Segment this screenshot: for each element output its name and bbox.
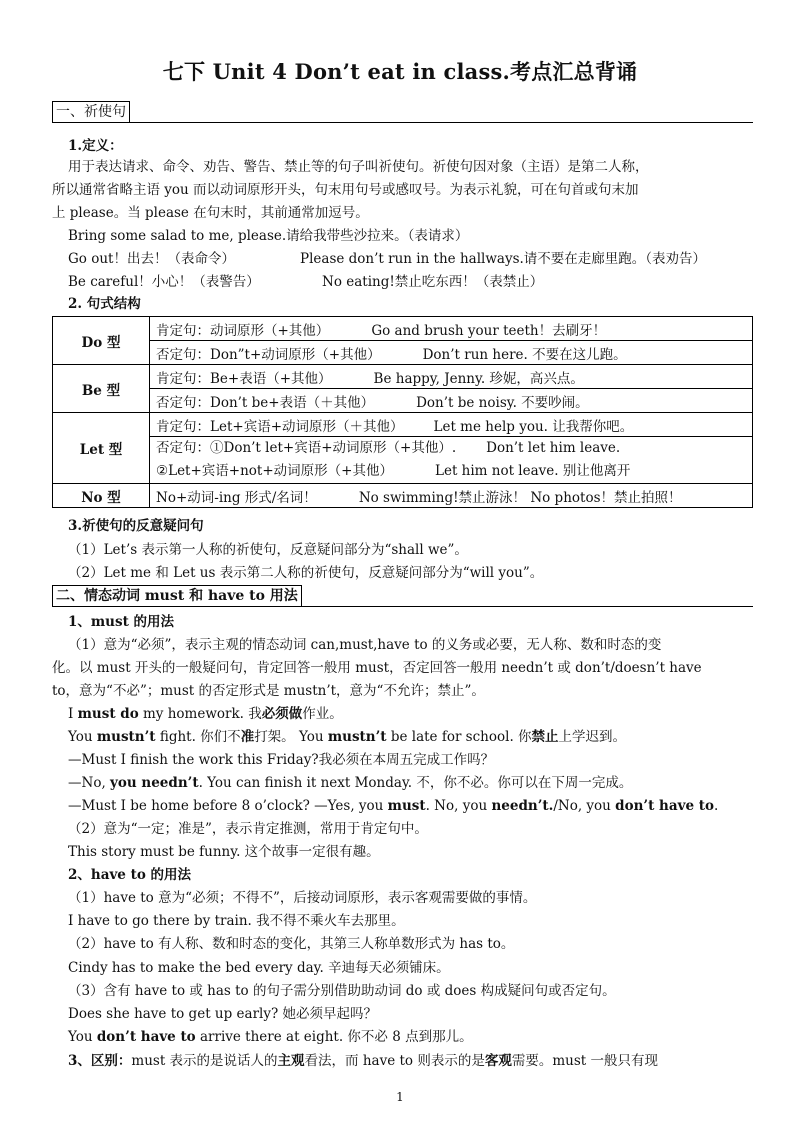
definition-heading: 1.定义： <box>68 138 123 154</box>
type-cell-let: Let 型 <box>53 413 150 484</box>
section-divider <box>52 122 753 123</box>
tag-question-heading: 3.祈使句的反意疑问句 <box>68 518 204 534</box>
must-example-3: —Must I finish the work this Friday?我必须在本周五完成工作吗？ <box>68 752 495 768</box>
table-row <box>53 413 753 437</box>
sentence-structure-table <box>52 316 753 508</box>
example-prohibition: No eating!禁止吃东西！（表禁止） <box>322 274 544 290</box>
table-cell: 肯定句：动词原形（+其他） Go and brush your teeth！去刷牙！ <box>150 317 753 341</box>
must-heading: 1、must 的用法 <box>68 614 175 630</box>
must-para-line-2: 化。以 must 开头的一般疑问句，肯定回答一般用 must，否定回答一般用 needn’t 或 don’t/doesn’t have <box>52 660 702 676</box>
type-cell-no: No 型 <box>53 484 150 508</box>
structure-heading: 2. 句式结构 <box>68 296 141 312</box>
section-heading-modal-verbs: 二、情态动词 must 和 have to 用法 <box>52 585 302 607</box>
have-to-example-2: Cindy has to make the bed every day. 辛迪每天必须铺床。 <box>68 960 450 976</box>
definition-line-2: 所以通常省略主语 you 而以动词原形开头，句末用句号或感叹号。为表示礼貌，可在句首或句末加 <box>52 182 639 198</box>
table-row <box>53 437 753 484</box>
must-example-2: You mustn’t fight. 你们不准打架。 You mustn’t be late for school. 你禁止上学迟到。 <box>68 729 627 745</box>
must-para-line-1: （1）意为“必须”，表示主观的情态动词 can,must,have to 的义务或必要，无人称、数和时态的变 <box>68 637 662 653</box>
have-to-example-3: Does she have to get up early? 她必须早起吗？ <box>68 1006 377 1022</box>
tag-question-1: （1）Let’s 表示第一人称的祈使句，反意疑问部分为“shall we”。 <box>68 542 468 558</box>
have-to-para-2: （2）have to 有人称、数和时态的变化，其第三人称单数形式为 has to。 <box>68 936 515 952</box>
table-cell: 肯定句：Let+宾语+动词原形（＋其他） Let me help you. 让我帮你吧。 <box>150 413 753 437</box>
must-example-1: I must do my homework. 我必须做作业。 <box>68 706 343 722</box>
type-cell-be: Be 型 <box>53 365 150 413</box>
tag-question-2: （2）Let me 和 Let us 表示第二人称的祈使句，反意疑问部分为“will you”。 <box>68 565 544 581</box>
have-to-heading: 2、have to 的用法 <box>68 867 192 883</box>
table-cell: 否定句：Don’t be+表语（＋其他） Don’t be noisy. 不要吵闹。 <box>150 389 753 413</box>
must-para-line-3: to，意为“不必”；must 的否定形式是 mustn’t，意为“不允许；禁止”。 <box>52 683 485 699</box>
difference-line: 3、区别：must 表示的是说话人的主观看法，而 have to 则表示的是客观需要。must 一般只有现 <box>68 1053 658 1069</box>
table-cell: 否定句：①Don’t let+宾语+动词原形（+其他）. Don’t let him leave. ②Let+宾语+not+动词原形（+其他） Let him not leave. 别让他离开 <box>150 437 753 484</box>
page-number: 1 <box>396 1090 404 1104</box>
have-to-para-3: （3）含有 have to 或 has to 的句子需分别借助助动词 do 或 does 构成疑问句或否定句。 <box>68 983 616 999</box>
definition-line-1: 用于表达请求、命令、劝告、警告、禁止等的句子叫祈使句。祈使句因对象（主语）是第二人称， <box>68 159 649 175</box>
example-warning: Be careful！小心！（表警告） <box>68 274 260 290</box>
have-to-example-1: I have to go there by train. 我不得不乘火车去那里。 <box>68 913 405 929</box>
have-to-para-1: （1）have to 意为“必须；不得不”，后接动词原形，表示客观需要做的事情。 <box>68 890 537 906</box>
example-request: Bring some salad to me, please.请给我带些沙拉来。（表请求） <box>68 228 469 244</box>
type-cell-do: Do 型 <box>53 317 150 365</box>
table-row <box>53 389 753 413</box>
must-example-6: This story must be funny. 这个故事一定很有趣。 <box>68 844 380 860</box>
definition-line-3: 上 please。当 please 在句末时，其前通常加逗号。 <box>52 205 369 221</box>
have-to-example-4: You don’t have to arrive there at eight. 你不必 8 点到那儿。 <box>68 1029 473 1045</box>
must-example-4: —No, you needn’t. You can finish it next Monday. 不，你不必。你可以在下周一完成。 <box>68 775 633 791</box>
table-row <box>53 365 753 389</box>
page-title: 七下 Unit 4 Don’t eat in class.考点汇总背诵 <box>162 59 638 84</box>
section-heading-imperative: 一、祈使句 <box>52 101 130 123</box>
must-example-5: —Must I be home before 8 o’clock? —Yes, you must. No, you needn’t./No, you don’t have to. <box>68 798 719 814</box>
table-row <box>53 341 753 365</box>
table-cell: 否定句：Don”t+动词原形（+其他） Don’t run here. 不要在这儿跑。 <box>150 341 753 365</box>
table-row <box>53 317 753 341</box>
table-row <box>53 484 753 508</box>
must-para-2: （2）意为“一定；准是”，表示肯定推测，常用于肯定句中。 <box>68 821 428 837</box>
example-command: Go out！出去！（表命令） <box>68 251 235 267</box>
example-advice: Please don’t run in the hallways.请不要在走廊里跑。（表劝告） <box>300 251 707 267</box>
table-cell: No+动词-ing 形式/名词！ No swimming!禁止游泳！ No photos！禁止拍照！ <box>150 484 753 508</box>
table-cell: 肯定句：Be+表语（+其他） Be happy, Jenny. 珍妮，高兴点。 <box>150 365 753 389</box>
